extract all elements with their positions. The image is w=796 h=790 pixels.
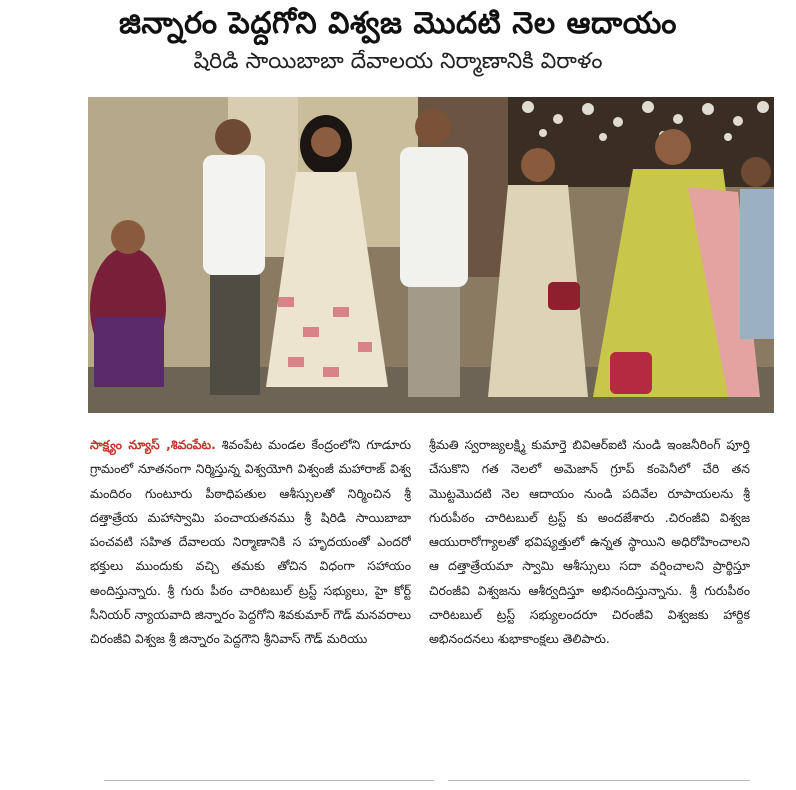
dateline: సాక్ష్యం న్యూస్ ,శివంపేట.	[90, 437, 216, 452]
article-column-1	[90, 433, 411, 763]
article-text-1: శివంపేట మండల కేంద్రంలోని గూడూరు గ్రామంలో నూతనంగా నిర్మిస్తున్న విశ్వయోగి విశ్వంజీ మహారాజ్ విశ్వ మందిరం గుంటూరు పీఠాధిపతుల ఆశీస్సులతో నిర్మించిన శ్రీ దత్తాత్రేయ మహాస్వామి పంచాయతనము శ్రీ షిరిడి సాయిబాబా పంచవటి సహిత దేవాలయ నిర్మాణానికి స హృదయంతో ఎందరో భక్తులు ముందుకు వచ్చి తమకు తోచిన విధంగా సహాయం అందిస్తున్నారు. శ్రీ గురు పీఠం చారిటబుల్ ట్రస్ట్ సభ్యులు, హై కోర్ట్ సీనియర్ న్యాయవాది జిన్నారం పెద్దగోని శివకుమార్ గౌడ్ మనవరాలు చిరంజీవి విశ్వజ శ్రీ జిన్నారం పెద్దగౌని శ్రీనివాస్ గౌడ్ మరియు	[90, 437, 411, 647]
headline: జిన్నారం పెద్దగోని విశ్వజ మొదటి నెల ఆదాయం	[118, 6, 677, 41]
news-photo	[88, 97, 774, 413]
article-text-2: శ్రీమతి స్వరాజ్యలక్ష్మి కుమార్తె బివిఆర్ఐటి నుండి ఇంజనీరింగ్ పూర్తి చేసుకొని గత నెలలో అమెజాన్ గ్రూప్ కంపెనీలో చేరి తన మొట్టమొదటి నెల ఆదాయం నుండి పదివేల రూపాయలను శ్రీ గురుపీఠం చారిటబుల్ ట్రస్ట్ కు అందజేశారు .చిరంజీవి విశ్వజ ఆయురారోగ్యాలతో భవిష్యత్తులో ఉన్నత స్థాయిని అధిరోహించాలని ఆ దత్తాత్రేయమా స్వామి ఆశీస్సులు సదా వర్షించాలని ప్రార్థిస్తూ చిరంజీవి విశ్వజను ఆశీర్వదిస్తూ అభినందిస్తున్నాను. శ్రీ గురుపీఠం చారిటబుల్ ట్రస్ట్ సభ్యులందరూ చిరంజీవి విశ్వజకు హార్దిక అభినందనలు శుభాకాంక్షలు తెలిపారు.	[429, 437, 750, 647]
article-column-2	[429, 433, 750, 763]
bottom-rule-left	[104, 780, 434, 781]
subheadline: షిరిడి సాయిబాబా దేవాలయ నిర్మాణానికి విరాళం	[193, 49, 603, 74]
bottom-rule-right	[448, 780, 750, 781]
article-body	[90, 433, 750, 763]
